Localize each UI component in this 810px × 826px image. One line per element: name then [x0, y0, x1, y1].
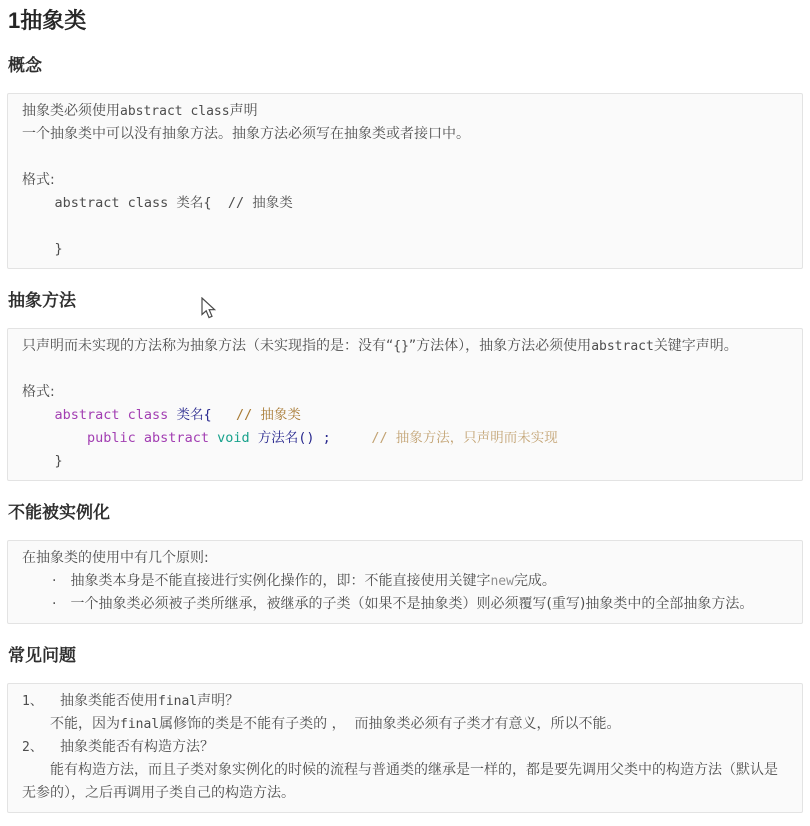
rules-intro: 在抽象类的使用中有几个原则: — [22, 550, 209, 566]
section-heading-concept: 概念 — [8, 56, 42, 75]
code-comment: // 抽象方法，只声明而未实现 — [330, 430, 558, 446]
blank-line — [22, 146, 788, 169]
page-title: 1抽象类 — [8, 8, 87, 33]
faq-question-1: 1、 抽象类能否使用final声明？ — [22, 690, 788, 713]
section-heading-faq: 常见问题 — [8, 646, 76, 665]
faq-box — [7, 683, 803, 813]
abstract-method-paragraph: 只声明而未实现的方法称为抽象方法（未实现指的是：没有“{}”方法体），抽象方法必须使用abstract关键字声明。 — [22, 338, 738, 354]
not-instantiable-box — [7, 540, 803, 624]
code-line-method-decl — [22, 427, 788, 450]
code-line: abstract class 类名{ // 抽象类 — [22, 195, 293, 211]
inline-code: final — [120, 717, 160, 732]
faq-number: 1、 — [22, 694, 43, 709]
rule-item-1: · 抽象类本身是不能直接进行实例化操作的，即：不能直接使用关键字new完成。 — [22, 570, 788, 593]
concept-paragraph-2: 一个抽象类中可以没有抽象方法。抽象方法必须写在抽象类或者接口中。 — [22, 126, 470, 142]
inline-code: {} — [393, 339, 409, 354]
blank-code-line — [22, 215, 788, 238]
faq-question-2: 2、 抽象类能否有构造方法？ — [22, 736, 788, 759]
concept-box — [7, 93, 803, 269]
faq-answer-1: 不能，因为final属修饰的类是不能有子类的 ， 而抽象类必须有子类才有意义，所以不能。 — [50, 716, 621, 732]
inline-code: abstract — [591, 339, 654, 354]
section-heading-not-instantiable: 不能被实例化 — [8, 503, 110, 522]
code-keyword: abstract class — [22, 407, 169, 423]
code-comment: // 抽象类 — [211, 407, 301, 423]
format-label: 格式: — [22, 384, 55, 400]
inline-code: final — [158, 694, 198, 709]
code-line-class-decl — [22, 404, 788, 427]
code-keyword: public abstract — [22, 430, 209, 446]
inline-code: new — [490, 574, 514, 589]
code-line: } — [22, 241, 63, 257]
abstract-method-box — [7, 328, 803, 481]
faq-answer-2: 能有构造方法，而且子类对象实例化的时候的流程与普通类的继承是一样的，都是要先调用父类中的构造方法（默认是无参的），之后再调用子类自己的构造方法。 — [22, 762, 778, 801]
bullet-icon: · — [52, 573, 57, 589]
inline-code: abstract class — [120, 104, 230, 119]
blank-line — [22, 358, 788, 381]
code-plain: 类名{ — [168, 407, 212, 423]
code-plain: 方法名() ; — [249, 430, 331, 446]
faq-number: 2、 — [22, 740, 43, 755]
section-heading-abstract-method: 抽象方法 — [8, 291, 76, 310]
format-label: 格式: — [22, 172, 55, 188]
bullet-icon: · — [52, 596, 57, 612]
concept-paragraph-1: 抽象类必须使用abstract class声明 — [22, 103, 258, 119]
code-line-closing-brace: } — [22, 453, 63, 469]
code-type: void — [208, 430, 250, 446]
rule-item-2: · 一个抽象类必须被子类所继承，被继承的子类（如果不是抽象类）则必须覆写(重写)抽象类中的全部抽象方法。 — [22, 593, 788, 616]
